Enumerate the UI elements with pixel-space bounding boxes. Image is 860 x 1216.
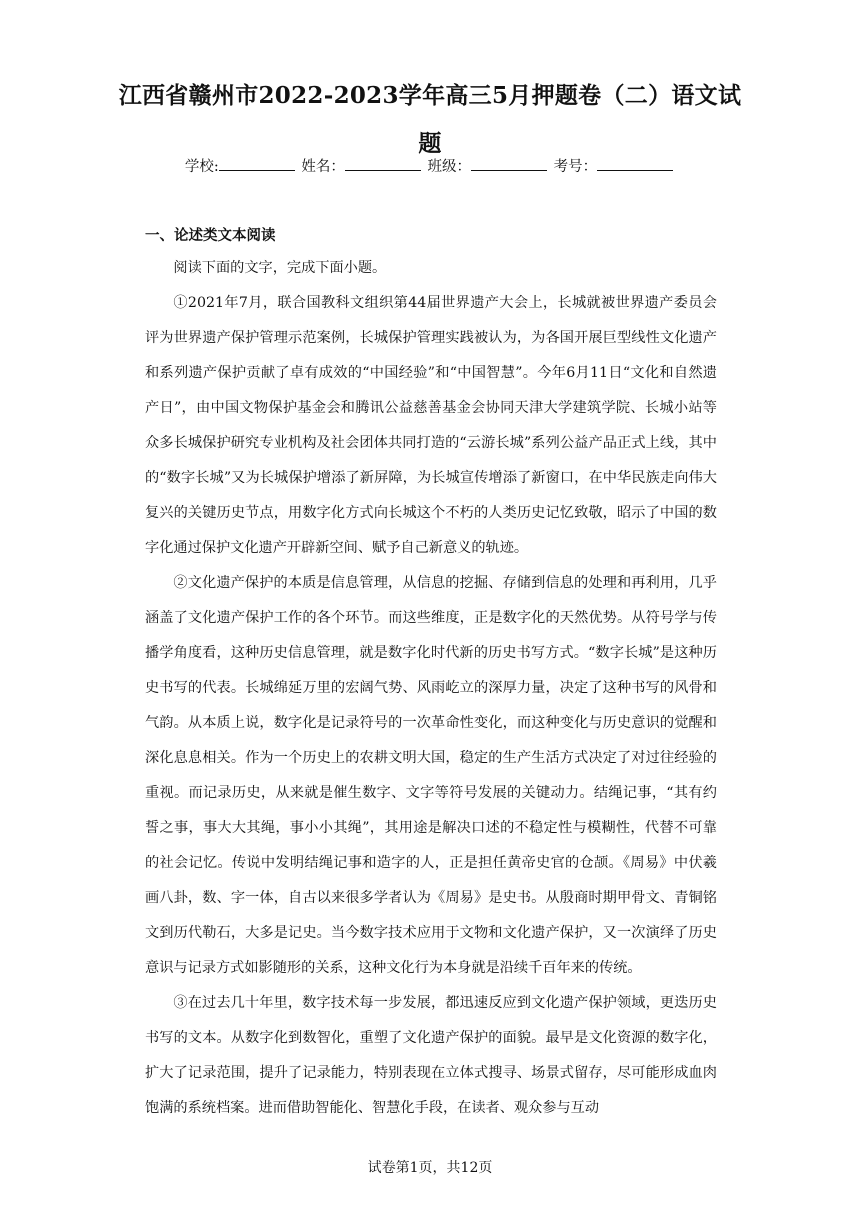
document-title <box>0 72 860 168</box>
school-blank <box>219 155 295 171</box>
exam-number-blank <box>597 155 673 171</box>
student-info-row <box>0 155 860 179</box>
paragraph-3: ③在过去几十年里，数字技术每一步发展，都迅速反应到文化遗产保护领域，更迭历史书写的文本。从数字化到数智化，重塑了文化遗产保护的面貌。最早是文化资源的数字化，扩大了记录范围，提升了记录能力，特别表现在立体式搜寻、场景式留存，尽可能形成血肉饱满的系统档案。进而借助智能化、智慧化手段，在读者、观众参与互动 <box>145 995 717 1116</box>
name-blank <box>345 155 421 171</box>
paragraph-2: ②文化遗产保护的本质是信息管理，从信息的挖掘、存储到信息的处理和再利用，几乎涵盖了文化遗产保护工作的各个环节。而这些维度，正是数字化的天然优势。从符号学与传播学角度看，这种历史信息管理，就是数字化时代新的历史书写方式。“数字长城”是这种历史书写的代表。长城绵延万里的宏阔气势、风雨屹立的深厚力量，决定了这种书写的风骨和气韵。从本质上说，数字化是记录符号的一次革命性变化，而这种变化与历史意识的觉醒和深化息息相关。作为一个历史上的农耕文明大国，稳定的生产生活方式决定了对过往经验的重视。而记录历史，从来就是催生数字、文字等符号发展的关键动力。结绳记事，“其有约誓之事，事大大其绳，事小小其绳”，其用途是解决口述的不稳定性与模糊性，代替不可靠的社会记忆。传说中发明结绳记事和造字的人，正是担任黄帝史官的仓颉。《周易》中伏羲画八卦，数、字一体，自古以来很多学者认为《周易》是史书。从殷商时期甲骨文、青铜铭文到历代勒石，大多是记史。当今数字技术应用于文物和文化遗产保护，又一次演绎了历史意识与记录方式如影随形的关系，这种文化行为本身就是沿续千百年来的传统。 <box>145 575 717 976</box>
page-footer: 试卷第1页，共12页 <box>367 1160 493 1176</box>
title-line-1: 江西省赣州市2022-2023学年高三5月押题卷（二）语文试 <box>118 82 742 109</box>
class-label: 班级： <box>427 159 471 175</box>
passage-intro: 阅读下面的文字，完成下面小题。 <box>173 260 387 276</box>
exam-number-label: 考号： <box>553 159 598 175</box>
section-heading: 一、论述类文本阅读 <box>145 227 276 244</box>
paragraph-1: ①2021年7月，联合国教科文组织第44届世界遗产大会上，长城就被世界遗产委员会评为世界遗产保护管理示范案例，长城保护管理实践被认为，为各国开展巨型线性文化遗产和系列遗产保护贡献了卓有成效的“中国经验”和“中国智慧”。今年6月11日“文化和自然遗产日”，由中国文物保护基金会和腾讯公益慈善基金会协同天津大学建筑学院、长城小站等众多长城保护研究专业机构及社会团体共同打造的“云游长城”系列公益产品正式上线，其中的“数字长城”又为长城保护增添了新屏障，为长城宣传增添了新窗口，在中华民族走向伟大复兴的关键历史节点，用数字化方式向长城这个不朽的人类历史记忆致敬，昭示了中国的数字化通过保护文化遗产开辟新空间、赋予自己新意义的轨迹。 <box>145 295 717 556</box>
reading-passage <box>145 251 717 1126</box>
title-line-2: 题 <box>418 130 442 157</box>
name-label: 姓名： <box>301 159 345 175</box>
class-blank <box>471 155 547 171</box>
school-label: 学校: <box>184 159 219 175</box>
